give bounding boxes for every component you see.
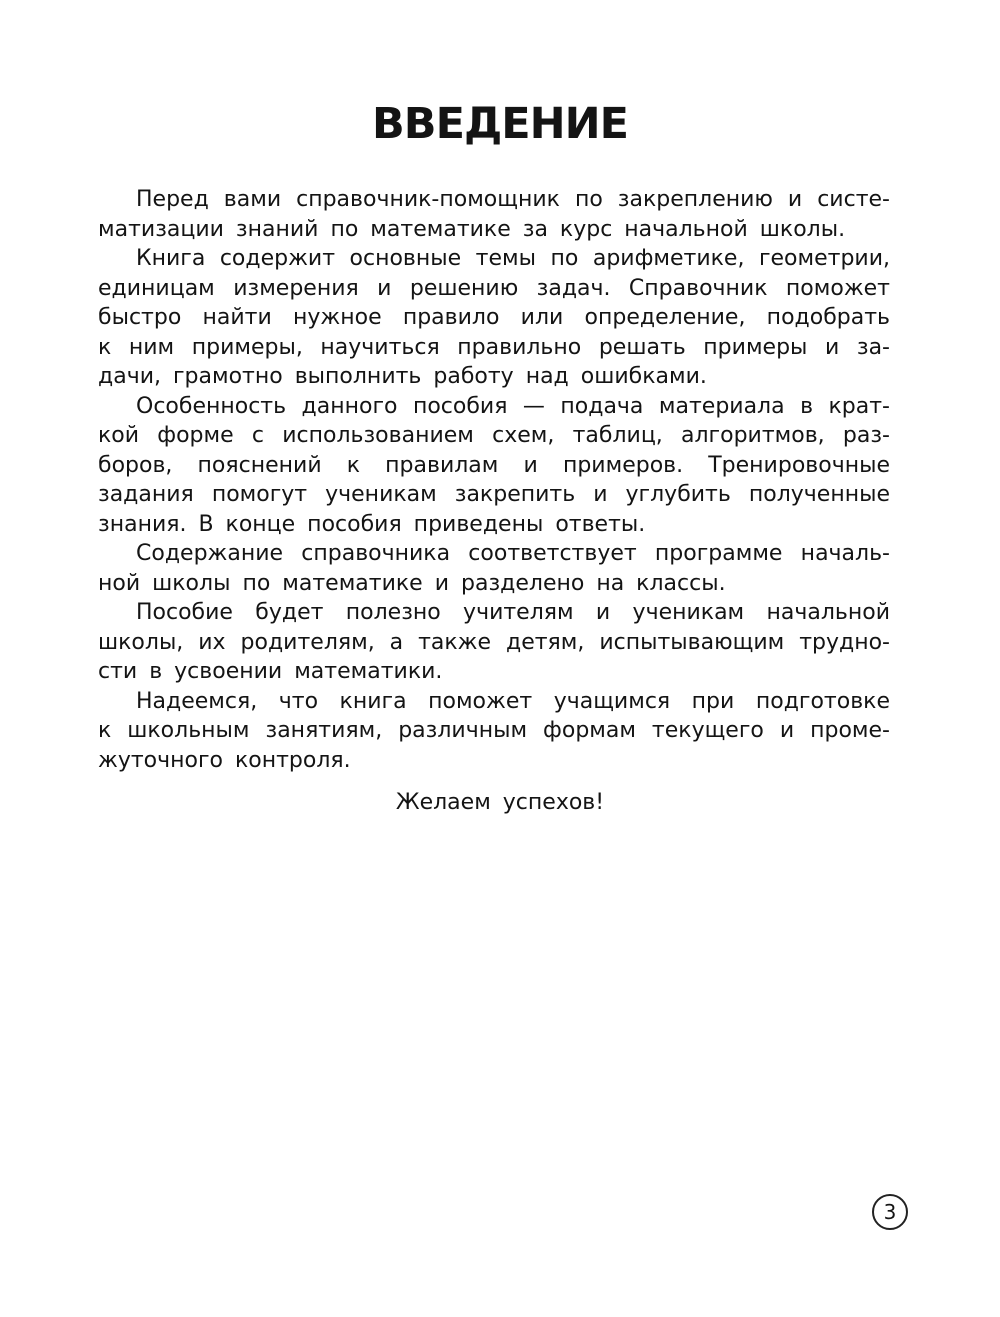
text-line: ной школы по математике и разделено на классы.	[98, 570, 726, 596]
text-line: задания помогут ученикам закрепить и углубить полученные	[98, 482, 890, 507]
body-text	[98, 185, 890, 775]
paragraph-2	[98, 244, 890, 392]
text-line: Книга содержит основные темы по арифметике, геометрии,	[136, 246, 890, 271]
text-line: единицам измерения и решению задач. Справочник поможет	[98, 275, 890, 301]
text-line: Перед вами справочник-помощник по закреплению и систе-	[136, 187, 890, 212]
text-line: сти в усвоении математики.	[98, 659, 443, 684]
paragraph-3	[98, 392, 890, 540]
text-line: матизации знаний по математике за курс начальной школы.	[98, 216, 846, 242]
text-line: дачи, грамотно выполнить работу над ошибками.	[98, 364, 707, 389]
text-line: быстро найти нужное правило или определение, подобрать	[98, 305, 890, 330]
text-line: Содержание справочника соответствует программе началь-	[136, 541, 890, 566]
text-line: к школьным занятиям, различным формам текущего и проме-	[98, 718, 890, 743]
text-line: кой форме с использованием схем, таблиц, алгоритмов, раз-	[98, 423, 890, 448]
text-line: Пособие будет полезно учителям и ученикам начальной	[136, 600, 890, 625]
text-line: жуточного контроля.	[98, 747, 351, 773]
text-line: знания. В конце пособия приведены ответы.	[98, 511, 646, 537]
text-line: Надеемся, что книга поможет учащимся при подготовке	[136, 688, 890, 714]
paragraph-5	[98, 598, 890, 687]
text-line: к ним примеры, научиться правильно решать примеры и за-	[98, 334, 890, 360]
paragraph-4	[98, 539, 890, 598]
page-number: 3	[872, 1194, 908, 1230]
text-line: Особенность данного пособия — подача материала в крат-	[136, 393, 890, 419]
text-line: школы, их родителям, а также детям, испытывающим трудно-	[98, 629, 890, 655]
paragraph-6	[98, 687, 890, 776]
closing-wish: Желаем успехов!	[395, 790, 605, 815]
paragraph-1	[98, 185, 890, 244]
text-line: боров, пояснений к правилам и примеров. Тренировочные	[98, 452, 890, 478]
page-title: ВВЕДЕНИЕ	[372, 99, 628, 149]
